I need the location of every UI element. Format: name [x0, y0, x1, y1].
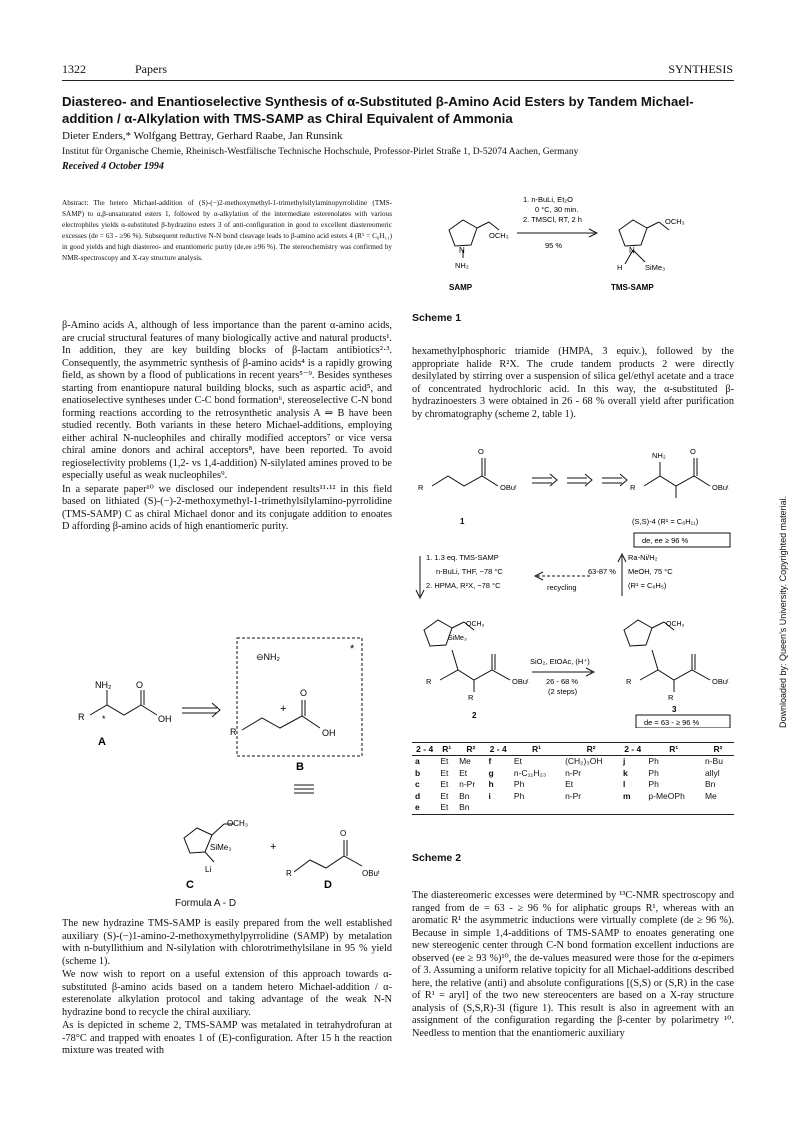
- table-row: [412, 768, 734, 780]
- table-cell: l: [623, 779, 626, 789]
- table-cell: c: [415, 779, 420, 789]
- table-cell: [645, 802, 702, 814]
- right-column-top: [412, 346, 734, 422]
- table-cell: [620, 802, 645, 814]
- formula-a-d: [62, 610, 392, 890]
- table-header: 2 - 4: [416, 744, 434, 754]
- table-cell: Me: [704, 790, 717, 801]
- p4-obut: OBuᵗ: [712, 483, 729, 492]
- tms-samp-label: TMS-SAMP: [611, 283, 654, 292]
- table-header: R¹: [442, 744, 452, 754]
- scheme1-yield: 95 %: [545, 241, 563, 250]
- table-cell: [486, 802, 511, 814]
- samp-nh2: NH₂: [455, 261, 469, 270]
- formula-c-simes: SiMe₃: [210, 843, 232, 852]
- table-row: [412, 756, 734, 768]
- table-cell: a: [415, 756, 420, 766]
- p4-o: O: [690, 447, 696, 456]
- formula-a-r: R: [78, 712, 85, 722]
- scheme1-cond-2: 0 °C, 30 min.: [535, 205, 579, 214]
- step-right-yield: 63-87 %: [588, 567, 616, 576]
- table-row: [412, 779, 734, 791]
- table-header: R¹: [531, 744, 541, 754]
- right-column-bottom: [412, 890, 734, 1041]
- abstract: Abstract: The hetero Michael-addition of (S)-(−)2-methoxymethyl-1-trimethylsilylaminopyrrolidine (TMS-SAMP) to α,β-unsaturated esters 1, followed by α-alkylation of the intermediate esterenolates with various electrophiles yields α-substituted β-hydrazino esters 3 of anti-configuration in good to excellent diastereomeric excesses (de = 63 - ≥96 %). Subsequent reductive N-N bond cleavage leads to β-amino acid esters 4 (R¹ = C₆H₁₁) in good yields and high diastereo- and enantiomeric purity (de,ee ≥96 %). The stereochemistry was confirmed by NMR-spectroscopy and X-ray structure analysis.: [62, 199, 392, 262]
- table-cell: b: [415, 767, 421, 778]
- received-date: Received 4 October 1994: [62, 161, 164, 172]
- article-title: Diastereo- and Enantioselective Synthesis of α-Substituted β-Amino Acid Esters by Tandem Michael-addition / α-Alkylation with TMS-SAMP as Chiral Equivalent of Ammonia: [62, 94, 694, 126]
- table-cell: j: [623, 756, 626, 766]
- samp-label: SAMP: [449, 283, 473, 292]
- table-cell: n-Pr: [459, 779, 476, 789]
- formula-caption: Formula A - D: [175, 898, 237, 909]
- page-number: 1322: [62, 62, 86, 76]
- de-box: de = 63 - ≥ 96 %: [644, 718, 700, 727]
- c3-och3: OCH₃: [666, 621, 685, 628]
- tms-samp-n: N: [629, 246, 635, 255]
- table-cell: (CH₂)₃OH: [565, 756, 603, 766]
- table-cell: [511, 802, 562, 814]
- scheme-2: [412, 428, 736, 728]
- table-row: [412, 802, 734, 814]
- table-cell: Ph: [513, 790, 525, 801]
- table-cell: Et: [440, 790, 449, 801]
- formula-a-nh2: NH₂: [95, 680, 112, 690]
- step-right-1: Ra-Ni/H₂: [628, 553, 658, 562]
- formula-b-nh2: ⊖NH₂: [256, 652, 281, 662]
- table-cell: Ph: [648, 756, 659, 766]
- formula-b-star: *: [350, 643, 355, 655]
- table-header: R²: [466, 744, 476, 754]
- left-column-bottom: [62, 918, 392, 1059]
- product4-label: (S,S)-4 (R¹ = C₆H₁₁): [632, 517, 699, 526]
- recycling: recycling: [547, 583, 577, 592]
- formula-a-oh: OH: [158, 714, 172, 724]
- table-cell: Et: [440, 802, 449, 812]
- samp-och3: OCH₃: [489, 231, 509, 240]
- table-cell: Ph: [513, 779, 525, 789]
- c2-simes: SiMe₃: [448, 635, 467, 642]
- formula-d-obut: OBuᵗ: [362, 869, 380, 878]
- paragraph: The diastereomeric excesses were determined by ¹³C-NMR spectroscopy and ranged from de = 63 - ≥ 96 % for aliphatic groups R¹, whereas with an aromatic R¹ the asymmetric inductions were virtually complete (de ≥ 96 %). Because in simple 1,4-additions of TMS-SAMP to enoates generating one new stereogenic center through C-N bond formation excellent inductions are observed (ee ≥ 93 %)¹⁰, the de-values measured were those for the α-epimers of 3. Assuming a uniform relative topicity for all Michael-additions described here, the relative (anti) and absolute configurations [(S,S) or (S,R) in the case of R¹ = aryl] of the two new stereocenters are based on a X-ray structure analysis of (S,S,R)-3l (figure 1). This result is also in agreement with an assignment of the configuration regarding the β-center by polarimetry ¹⁰. Needless to mention that the enantiomeric auxiliary: [412, 890, 734, 1039]
- tms-samp-h: H: [617, 263, 623, 272]
- scheme1-cond-1: 1. n-BuLi, Et₂O: [523, 195, 574, 204]
- table-cell: [562, 802, 620, 814]
- scheme1-cond-3: 2. TMSCl, RT, 2 h: [523, 215, 582, 224]
- table-cell: n-Bu: [704, 756, 723, 766]
- c2-label: 2: [472, 711, 477, 720]
- table-cell: Bn: [704, 779, 716, 789]
- table-header: R²: [586, 744, 596, 754]
- table-cell: h: [488, 779, 494, 789]
- table-header: 2 - 4: [624, 744, 642, 754]
- table-header: R¹: [669, 744, 679, 754]
- formula-d-o: O: [340, 829, 347, 838]
- samp-n: N: [459, 246, 465, 255]
- mid-cond-3: (2 steps): [548, 687, 578, 696]
- c3-label: 3: [672, 705, 677, 714]
- formula-label-d: D: [324, 879, 332, 890]
- c3-r2: R: [668, 693, 674, 702]
- table-cell: f: [488, 756, 492, 766]
- table-cell: p-MeOPh: [648, 790, 685, 801]
- table-cell: Bn: [459, 802, 470, 812]
- scheme-1-title: Scheme 1: [412, 312, 462, 324]
- paragraph: In a separate paper¹⁰ we disclosed our independent results¹¹·¹² in this field based on lithiated (S)-(−)-2-methoxymethyl-1-trimethylsilylamino-pyrrolidine (TMS-SAMP) C as chiral Michael donor and its conjugate addition to enoates D affording β-amino acids of high enantiomeric purity.: [62, 483, 392, 532]
- scheme-2-title: Scheme 2: [412, 852, 462, 864]
- table-cell: n-Pr: [565, 790, 582, 801]
- paragraph: The new hydrazine TMS-SAMP is easily prepared from the well established auxiliary (S)-(−)1-amino-2-methoxymethylpyrrolidine (SAMP) by metalation with n-butyllithium and N-silylation with chlorotrimethylsilane in 95 % yield (scheme 1).: [62, 918, 392, 967]
- table-cell: [702, 802, 734, 814]
- formula-d-r: R: [286, 869, 292, 878]
- scheme-2-structures: [412, 428, 736, 728]
- p4-nh2: NH₂: [652, 451, 666, 460]
- product4-box: de, ee ≥ 96 %: [642, 536, 689, 545]
- section-name: Papers: [135, 62, 167, 76]
- table-cell: Et: [565, 779, 574, 789]
- table-cell: e: [415, 802, 420, 812]
- download-note: Downloaded by: Queen's University. Copyrighted material.: [778, 495, 788, 728]
- table-cell: Et: [513, 756, 522, 766]
- substituent-table: [412, 743, 734, 814]
- header-rule: [62, 80, 734, 81]
- table-cell: Bn: [459, 790, 470, 801]
- table-cell: n-Pr: [565, 767, 582, 778]
- c2-obut: OBuᵗ: [512, 677, 529, 686]
- formula-label-b: B: [296, 761, 304, 773]
- table-cell: Ph: [648, 767, 659, 778]
- c2-r: R: [426, 677, 432, 686]
- table-header: R²: [713, 744, 723, 754]
- formula-b-plus: +: [280, 703, 287, 715]
- tms-samp-och3: OCH₃: [665, 217, 685, 226]
- step-right-2: MeOH, 75 °C: [628, 567, 673, 576]
- table-cell: Et: [440, 767, 449, 778]
- paragraph: As is depicted in scheme 2, TMS-SAMP was metalated in tetrahydrofuran at -78°C and trapped with enoates 1 of (E)-configuration. After 15 h the reaction mixture was treated with: [62, 1020, 392, 1056]
- authors: Dieter Enders,* Wolfgang Bettray, Gerhard Raabe, Jan Runsink: [62, 130, 343, 142]
- formula-label-c: C: [186, 879, 194, 890]
- left-column-top: [62, 320, 392, 535]
- formula-label-a: A: [98, 736, 106, 748]
- formula-b-oh: OH: [322, 728, 336, 738]
- formula-a-o: O: [136, 680, 144, 690]
- affiliation: Institut für Organische Chemie, Rheinisch-Westfälische Technische Hochschule, Professor-Pirlet Straße 1, D-52074 Aachen, Germany: [62, 146, 579, 157]
- table-cell: Me: [459, 756, 471, 766]
- p4-r: R: [630, 483, 636, 492]
- table-cell: n-C₁₁H₂₃: [513, 767, 547, 778]
- table-cell: d: [415, 790, 421, 801]
- table-cell: Et: [440, 779, 449, 789]
- table-row: [412, 791, 734, 803]
- formula-plus: +: [270, 841, 277, 853]
- formula-b-o: O: [300, 688, 308, 698]
- c1-obut: OBuᵗ: [500, 483, 517, 492]
- table-cell: m: [623, 790, 631, 801]
- table-cell: allyl: [704, 767, 720, 778]
- formula-c-och3: OCH₃: [227, 819, 249, 828]
- c2-och3: OCH₃: [466, 621, 485, 628]
- scheme-2-table: [412, 742, 734, 815]
- c3-obut: OBuᵗ: [712, 677, 729, 686]
- c1-label: 1: [460, 517, 465, 526]
- table-cell: Et: [440, 756, 449, 766]
- table-header-row: [412, 743, 734, 756]
- c2-r2: R: [468, 693, 474, 702]
- step-left-3: 2. HPMA, R²X, −78 °C: [426, 581, 501, 590]
- formula-a-star: *: [102, 714, 106, 724]
- formula-structures: [62, 610, 392, 890]
- step-left-2: n-BuLi, THF, −78 °C: [436, 567, 503, 576]
- step-left-1: 1. 1.3 eq. TMS-SAMP: [426, 553, 499, 562]
- scheme-1: [415, 190, 735, 310]
- c3-r: R: [626, 677, 632, 686]
- mid-cond-1: SiO₂, EtOAc, (H⁺): [530, 657, 590, 666]
- tms-samp-simes: SiMe₃: [645, 263, 666, 272]
- mid-cond-2: 26 - 68 %: [546, 677, 579, 686]
- journal-name: SYNTHESIS: [668, 62, 733, 76]
- scheme-1-structures: [415, 190, 735, 305]
- formula-c-li: Li: [205, 865, 212, 874]
- paragraph: β-Amino acids A, although of less importance than the parent α-amino acids, are crucial structural features of many biologically active and natural products¹. In addition, they are key building blocks of β-lactam antibiotics²·³. Consequently, the asymmetric synthesis of β-amino acids⁴ is a rapidly growing field, as shown by a flood of publications in recent years⁵⁻⁹. Besides syntheses starting from enantiopure natural building blocks, such as aspartic acid⁵, and enatioselective syntheses under C-C bond formation⁶, stereoselective C-N bond forming reactions according to the retrosynthetic analysis A ⇒ B have been studied recently. Both variants in these hetero Michael-additions, employing either achiral N-nucleophiles and chirally modified acceptors⁷ or vice versa chiral amine donors and achiral acceptors⁸, have been reported. To avoid regioselectivity problems (1,2- vs 1,4-addition) N-silylated amines proved to be especially useful as weak nucleophiles⁹.: [62, 320, 392, 481]
- download-note-container: [776, 430, 790, 730]
- paragraph: hexamethylphosphoric triamide (HMPA, 3 equiv.), followed by the appropriate halide R²X. The crude tandem products 2 were directly desilylated by stirring over a suspension of silica gel/ethyl acetate and a trace of concentrated hydrochloric acid. In this way, the α-substituted β-hydrazinoesters 3 were obtained in 26 - 68 % overall yield after purification by chromatography (scheme 2, table 1).: [412, 346, 734, 420]
- step-right-3: (R¹ = C₆H₅): [628, 581, 667, 590]
- paragraph: We now wish to report on a useful extension of this approach towards α-substituted β-amino acids based on a tandem hetero Michael-addition / α-esterenolate alkylation protocol and taking advantage of the weak N-N hydrazine bond to recycle the chiral auxiliary.: [62, 969, 392, 1018]
- table-cell: k: [623, 767, 628, 778]
- table-cell: Ph: [648, 779, 659, 789]
- table-cell: g: [488, 767, 494, 778]
- table-cell: i: [488, 790, 491, 801]
- c1-o: O: [478, 447, 484, 456]
- table-cell: Et: [459, 767, 468, 778]
- formula-b-r: R: [230, 727, 237, 737]
- table-header: 2 - 4: [489, 744, 507, 754]
- c1-r: R: [418, 483, 424, 492]
